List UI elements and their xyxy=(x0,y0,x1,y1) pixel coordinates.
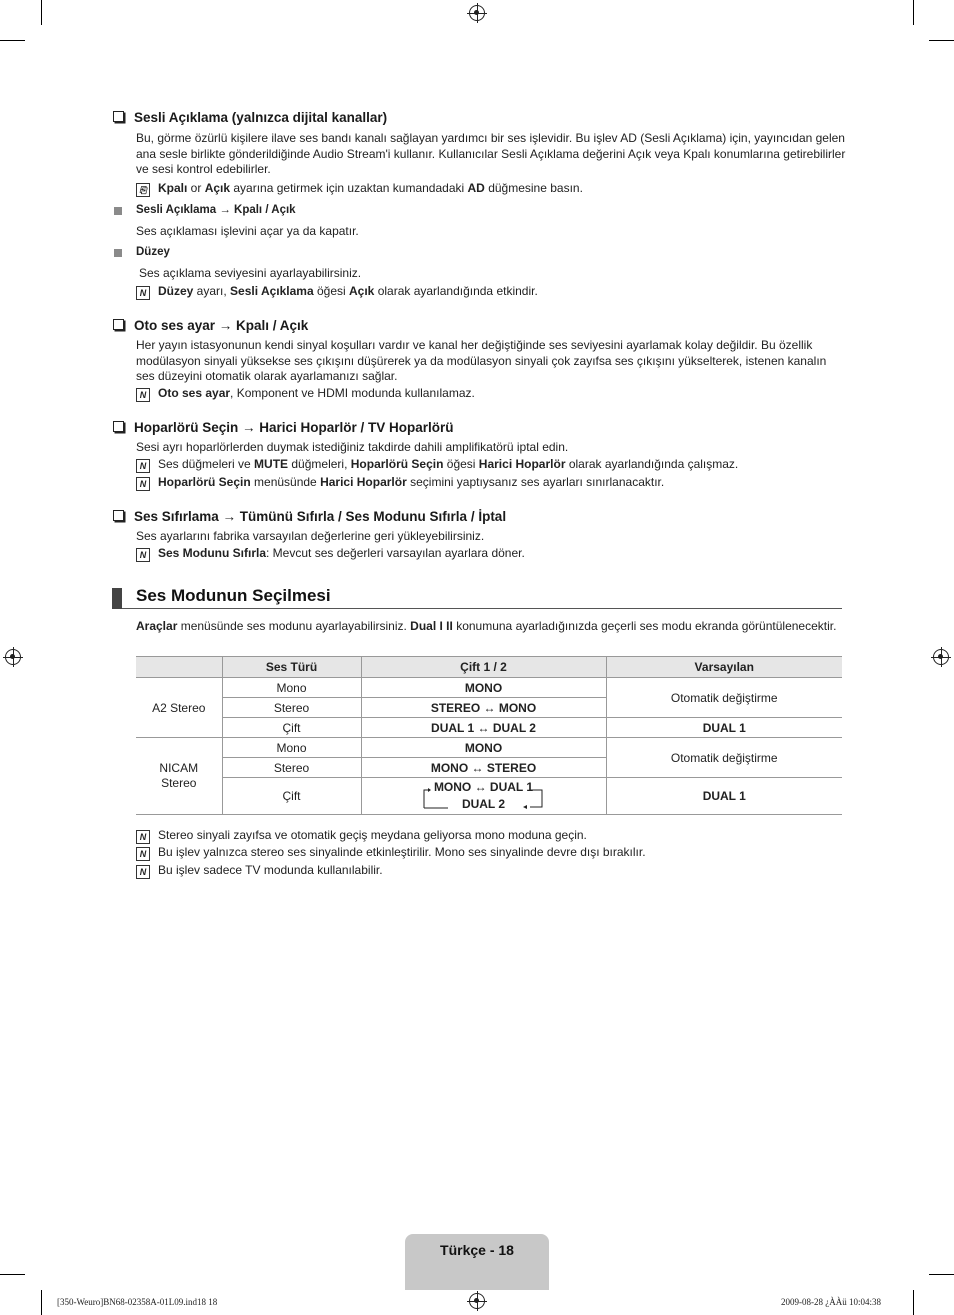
note-text: öğesi xyxy=(443,457,479,471)
table-cell: DUAL 1 ↔ DUAL 2 xyxy=(361,718,606,738)
table-cell: Çift xyxy=(222,778,361,815)
table-cell: STEREO ↔ MONO xyxy=(361,698,606,718)
paragraph: Bu, görme özürlü kişilere ilave ses bandı kanalı sağlayan yardımcı bir ses işlevidir. Bu işlev AD (Sesli Açıklama) için, yayıncıdan gelen ana sesle birlikte gönderildiğinde Audio Stream'i kullanır. Kullanıcılar Sesli Açıklama değerini Açık veya Kpalı konumlarına getirebilirler ve sesi kontrol edebilirler. xyxy=(136,131,846,176)
note-icon: N xyxy=(136,830,150,844)
dual-top-text: MONO ↔ DUAL 1 xyxy=(433,780,534,794)
table-cell: Stereo xyxy=(222,758,361,778)
heading-text: Sesli Açıklama (yalnızca dijital kanallar) xyxy=(134,110,388,125)
note-icon: N xyxy=(136,477,150,491)
note-bold: Harici Hoparlör xyxy=(478,457,566,471)
note-text: menüsünde xyxy=(250,475,321,489)
table-cell: Stereo xyxy=(222,698,361,718)
note-line xyxy=(136,845,646,861)
crop-mark xyxy=(41,1290,42,1315)
registration-mark-icon xyxy=(469,5,485,21)
note-line xyxy=(136,546,525,562)
sound-mode-table xyxy=(136,656,842,815)
intro-text: konumuna ayarladığınızda geçerli ses modu ekranda görüntülenecektir. xyxy=(452,619,837,633)
registration-mark-icon xyxy=(5,649,21,665)
checkbox-bullet-icon xyxy=(113,111,124,122)
note-line xyxy=(136,457,738,473)
table-header-cell xyxy=(136,657,222,678)
note-icon: N xyxy=(136,388,150,402)
paragraph: Sesi ayrı hoparlörlerden duymak istediğiniz takdirde dahili amplifikatörü iptal edin. xyxy=(136,440,569,454)
table-cell: Otomatik değiştirme xyxy=(606,738,842,778)
note-icon: N xyxy=(136,847,150,861)
checkbox-bullet-icon xyxy=(113,421,124,432)
note-text: : Mevcut ses değerleri varsayılan ayarlara döner. xyxy=(266,546,525,560)
note-icon: N xyxy=(136,548,150,562)
note-text: düğmeleri, xyxy=(288,457,351,471)
note-bold: Sesli Açıklama xyxy=(230,284,314,298)
note-bold: Açık xyxy=(349,284,375,298)
note-line xyxy=(136,475,664,491)
crop-mark xyxy=(41,0,42,25)
intro-bold: Dual I II xyxy=(410,619,453,633)
table-cell xyxy=(361,778,606,815)
table-cell: DUAL 1 xyxy=(606,718,842,738)
square-bullet-icon xyxy=(114,207,122,215)
heading-text: Hoparlörü Seçin → Harici Hoparlör / TV Hoparlörü xyxy=(134,420,454,435)
table-cell xyxy=(136,738,222,815)
print-slug-left: [350-Weuro]BN68-02358A-01L09.ind18 18 xyxy=(57,1297,218,1307)
crop-mark xyxy=(913,0,914,25)
table-cell: DUAL 1 xyxy=(606,778,842,815)
note-text: ayarına getirmek için uzaktan kumandadaki xyxy=(230,181,468,195)
note-icon: N xyxy=(136,459,150,473)
intro-bold: Araçlar xyxy=(136,619,178,633)
table-cell: Otomatik değiştirme xyxy=(606,678,842,718)
registration-mark-icon xyxy=(469,1293,485,1309)
checkbox-bullet-icon xyxy=(113,510,124,521)
note-line xyxy=(136,828,587,844)
note-line xyxy=(136,386,475,402)
table-header-cell: Ses Türü xyxy=(222,657,361,678)
dual-bottom-text: DUAL 2 xyxy=(461,797,506,811)
note-bold: Hoparlörü Seçin xyxy=(350,457,444,471)
table-row xyxy=(136,678,842,698)
note-bold: Düzey xyxy=(158,284,194,298)
print-slug-right: 2009-08-28 ¿ÀÀü 10:04:38 xyxy=(781,1297,881,1307)
note-line xyxy=(136,284,538,300)
note-text: seçimini yaptıysanız ses ayarları sınırlanacaktır. xyxy=(406,475,665,489)
note-text: Stereo sinyali zayıfsa ve otomatik geçiş meydana geliyorsa mono moduna geçin. xyxy=(158,828,587,842)
heading-text: Ses Sıfırlama → Tümünü Sıfırla / Ses Modunu Sıfırla / İptal xyxy=(134,509,507,524)
paragraph: Ses açıklaması işlevini açar ya da kapatır. xyxy=(136,224,359,238)
page-number: Türkçe - 18 xyxy=(440,1242,514,1258)
note-bold: Kpalı xyxy=(158,181,188,195)
table-cell: Çift xyxy=(222,718,361,738)
section-title-bar xyxy=(112,586,842,609)
section-heading-oto xyxy=(113,318,308,333)
page-number-tab xyxy=(405,1234,549,1290)
table-row xyxy=(136,778,842,815)
crop-mark xyxy=(0,1274,25,1275)
section-heading-hoparlor xyxy=(113,420,454,435)
table-cell: MONO xyxy=(361,738,606,758)
table-cell: Mono xyxy=(222,678,361,698)
note-text: olarak ayarlandığında çalışmaz. xyxy=(565,457,739,471)
table-cell: Mono xyxy=(222,738,361,758)
section-heading-sesli xyxy=(113,110,387,125)
table-row xyxy=(136,738,842,758)
table-header-cell: Çift 1 / 2 xyxy=(361,657,606,678)
table-cell: MONO xyxy=(361,678,606,698)
crop-mark xyxy=(913,1290,914,1315)
square-bullet-icon xyxy=(114,249,122,257)
note-text: ayarı, xyxy=(193,284,231,298)
subheading: Sesli Açıklama → Kpalı / Açık xyxy=(136,204,296,216)
note-text: Bu işlev yalnızca stereo ses sinyalinde etkinleştirilir. Mono ses sinyalinde devre dışı bırakılır. xyxy=(158,845,646,859)
paragraph: Ses ayarlarını fabrika varsayılan değerlerine geri yükleyebilirsiniz. xyxy=(136,529,485,543)
table-header-cell: Varsayılan xyxy=(606,657,842,678)
intro-text: menüsünde ses modunu ayarlayabilirsiniz. xyxy=(177,619,411,633)
note-line xyxy=(136,181,583,197)
table-cell: A2 Stereo xyxy=(136,678,222,738)
note-bold: AD xyxy=(467,181,485,195)
subheading: Düzey xyxy=(136,246,170,258)
table-cell: MONO ↔ STEREO xyxy=(361,758,606,778)
remote-icon: ⎘ xyxy=(136,183,150,197)
crop-mark xyxy=(0,40,25,41)
crop-mark xyxy=(929,1274,954,1275)
note-icon: N xyxy=(136,865,150,879)
note-text: düğmesine basın. xyxy=(484,181,583,195)
paragraph: Ses açıklama seviyesini ayarlayabilirsiniz. xyxy=(139,266,362,280)
note-icon: N xyxy=(136,286,150,300)
cell-text: Stereo xyxy=(161,776,197,790)
note-bold: Oto ses ayar xyxy=(158,386,231,400)
note-text: öğesi xyxy=(313,284,349,298)
note-text: or xyxy=(187,181,205,195)
note-bold: Ses Modunu Sıfırla xyxy=(158,546,267,560)
page-title: Ses Modunun Seçilmesi xyxy=(136,586,331,605)
title-bar-marker xyxy=(112,588,122,609)
note-text: Ses düğmeleri ve xyxy=(158,457,255,471)
table-row xyxy=(136,718,842,738)
note-bold: Harici Hoparlör xyxy=(320,475,407,489)
note-line xyxy=(136,863,383,879)
section-heading-sifirlama xyxy=(113,509,506,524)
table-header-row xyxy=(136,657,842,678)
note-bold: Hoparlörü Seçin xyxy=(158,475,251,489)
cell-text: NICAM xyxy=(159,761,199,775)
paragraph: Her yayın istasyonunun kendi sinyal koşulları vardır ve kanal her değiştiğinde ses seviyesini ayarlamak kolay değildir. Bu özellik modülasyon sinyali yüksekse ses çıkışını düşürerek ya da modülasyon sinyali çok zayıfsa ses çıkışını yükselterek, istenen kanalın ses düzeyini otomatik olarak ayarlamanızı sağlar. xyxy=(136,338,827,383)
registration-mark-icon xyxy=(933,649,949,665)
note-text: Bu işlev sadece TV modunda kullanılabilir. xyxy=(158,863,383,877)
crop-mark xyxy=(929,40,954,41)
checkbox-bullet-icon xyxy=(113,319,124,330)
note-text: , Komponent ve HDMI modunda kullanılamaz. xyxy=(230,386,475,400)
heading-text: Oto ses ayar → Kpalı / Açık xyxy=(134,318,309,333)
note-bold: Açık xyxy=(204,181,231,195)
note-text: olarak ayarlandığında etkindir. xyxy=(374,284,538,298)
note-bold: MUTE xyxy=(254,457,289,471)
paragraph xyxy=(136,619,846,635)
